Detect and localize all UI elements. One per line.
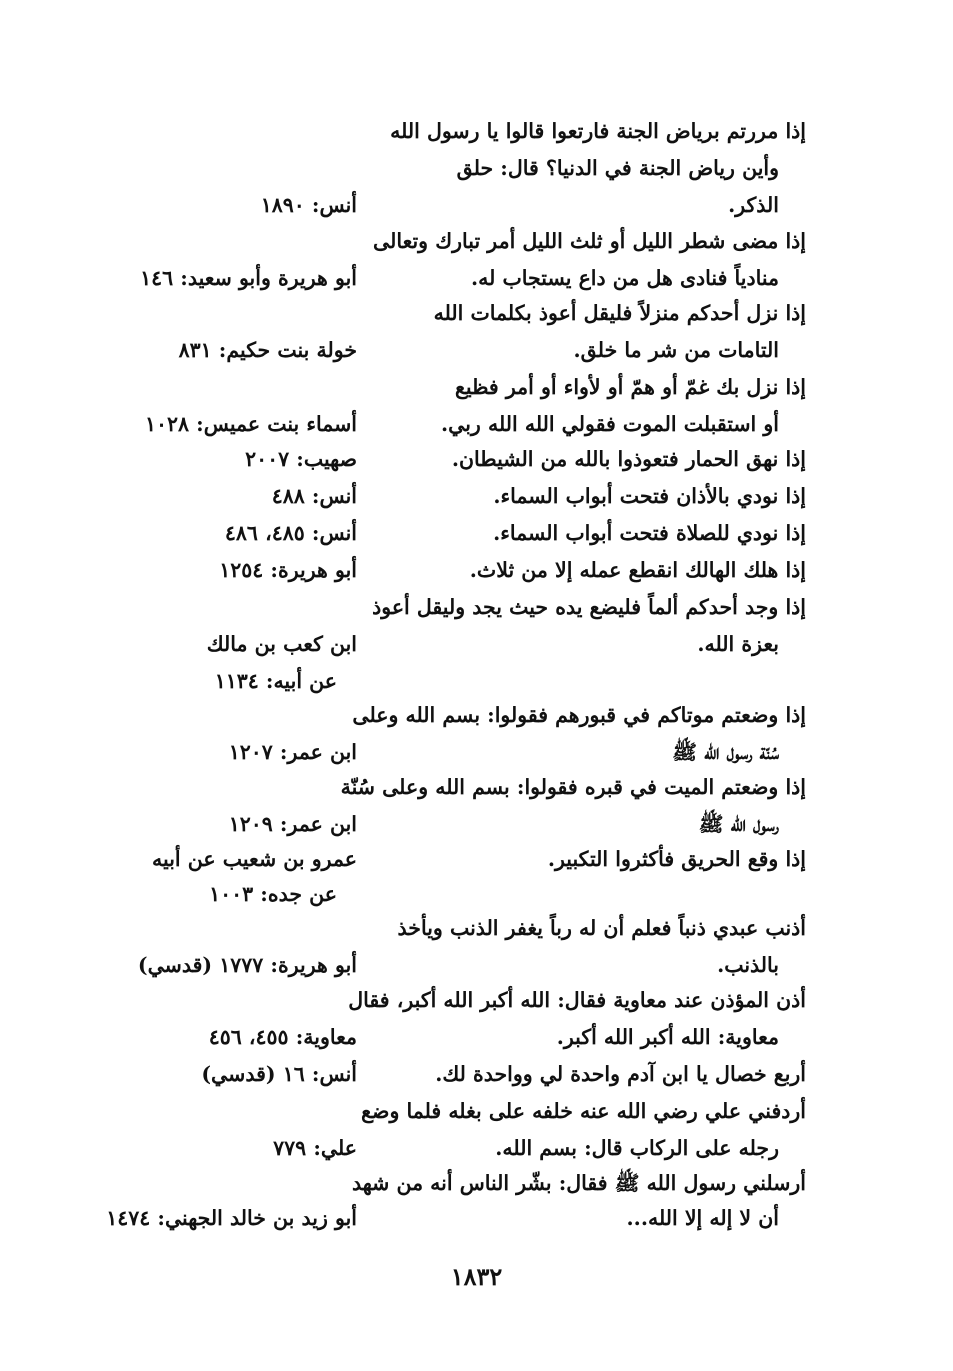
narrator-reference: ابن عمر: ١٢٠٧ <box>228 740 357 764</box>
hadith-line: إذا نزل بك غمّ أو همّ أو لأواء أو أمر فظيع <box>454 375 806 399</box>
narrator-reference: عمرو بن شعيب عن أبيه <box>152 847 357 871</box>
narrator-reference: أسماء بنت عميس: ١٠٢٨ <box>144 412 357 436</box>
hadith-line: إذا وقع الحريق فأكثروا التكبير. <box>547 847 806 871</box>
hadith-line: إذا هلك الهالك انقطع عمله إلا من ثلاث. <box>469 558 806 582</box>
page-number: ١٨٣٢ <box>450 1262 503 1291</box>
hadith-line: إذا نودي بالأذان فتحت أبواب السماء. <box>493 484 806 508</box>
narrator-reference: ابن عمر: ١٢٠٩ <box>228 812 357 836</box>
hadith-line: رجله على الركاب قال: بسم الله. <box>495 1136 779 1160</box>
hadith-line: وأين رياض الجنة في الدنيا؟ قال: حلق <box>456 156 779 180</box>
hadith-line: إذا وضعتم الميت في قبره فقولوا: بسم الله وعلى سُنّة <box>340 775 806 799</box>
narrator-reference: أنس: ٤٨٨ <box>271 484 357 508</box>
narrator-reference: أبو هريرة: ١٧٧٧ (قدسي) <box>137 953 357 977</box>
hadith-line: التامات من شر ما خلق. <box>573 338 779 362</box>
narrator-reference: أنس: ١٨٩٠ <box>260 193 357 217</box>
narrator-reference: أنس: ١٦ (قدسي) <box>201 1062 357 1086</box>
hadith-line: إذا وضعتم موتاكم في قبورهم فقولوا: بسم الله وعلى <box>352 703 806 727</box>
hadith-line: أرسلني رسول الله ﷺ فقال: بشّر الناس أنه من شهد <box>351 1171 806 1195</box>
narrator-reference: علي: ٧٧٩ <box>273 1136 357 1160</box>
hadith-line: رسول الله ﷺ <box>698 812 779 836</box>
hadith-line: أو استقبلت الموت فقولي الله الله ربي. <box>441 412 779 436</box>
narrator-reference: عن أبيه: ١١٣٤ <box>214 669 337 693</box>
hadith-line: أربع خصال يا ابن آدم واحدة لي وواحدة لك. <box>435 1062 806 1086</box>
narrator-reference: معاوية: ٤٥٥، ٤٥٦ <box>208 1025 357 1049</box>
hadith-line: الذكر. <box>728 193 779 217</box>
hadith-line: إذا نهق الحمار فتعوذوا بالله من الشيطان. <box>451 447 806 471</box>
hadith-line: معاوية: الله أكبر الله أكبر. <box>556 1025 779 1049</box>
narrator-reference: أبو زيد بن خالد الجهني: ١٤٧٤ <box>106 1206 357 1230</box>
hadith-line: إذا نزل أحدكم منزلاً فليقل أعوذ بكلمات الله <box>433 301 806 325</box>
hadith-line: إذا مضى شطر الليل أو ثلث الليل أمر تبارك وتعالى <box>373 229 806 253</box>
hadith-line: بالذنب. <box>717 953 779 977</box>
hadith-line: إذا نودي للصلاة فتحت أبواب السماء. <box>493 521 806 545</box>
hadith-line: سُنّة رسول الله ﷺ <box>672 740 779 764</box>
narrator-reference: صهيب: ٢٠٠٧ <box>245 447 357 471</box>
narrator-reference: خولة بنت حكيم: ٨٣١ <box>178 338 357 362</box>
hadith-line: أذن المؤذن عند معاوية فقال: الله أكبر الله أكبر، فقال <box>348 988 806 1012</box>
hadith-line: إذا وجد أحدكم ألماً فليضع يده حيث يجد وليقل أعوذ <box>372 595 806 619</box>
narrator-reference: أبو هريرة وأبو سعيد: ١٤٦ <box>140 266 357 290</box>
narrator-reference: ابن كعب بن مالك <box>206 632 357 656</box>
narrator-reference: عن جده: ١٠٠٣ <box>209 882 337 906</box>
hadith-line: أذنب عبدي ذنباً فعلم أن له رباً يغفر الذنب ويأخذ <box>397 916 806 940</box>
hadith-line: إذا مررتم برياض الجنة فارتعوا قالوا يا رسول الله <box>390 119 806 143</box>
narrator-reference: أبو هريرة: ١٢٥٤ <box>219 558 357 582</box>
hadith-line: منادياً فنادى هل من داع يستجاب له. <box>470 266 779 290</box>
hadith-line: أردفني علي رضي الله عنه خلفه على بغله فلما وضع <box>361 1099 806 1123</box>
hadith-line: أن لا إله إلا الله... <box>626 1206 779 1230</box>
narrator-reference: أنس: ٤٨٥، ٤٨٦ <box>224 521 357 545</box>
hadith-line: بعزة الله. <box>697 632 779 656</box>
